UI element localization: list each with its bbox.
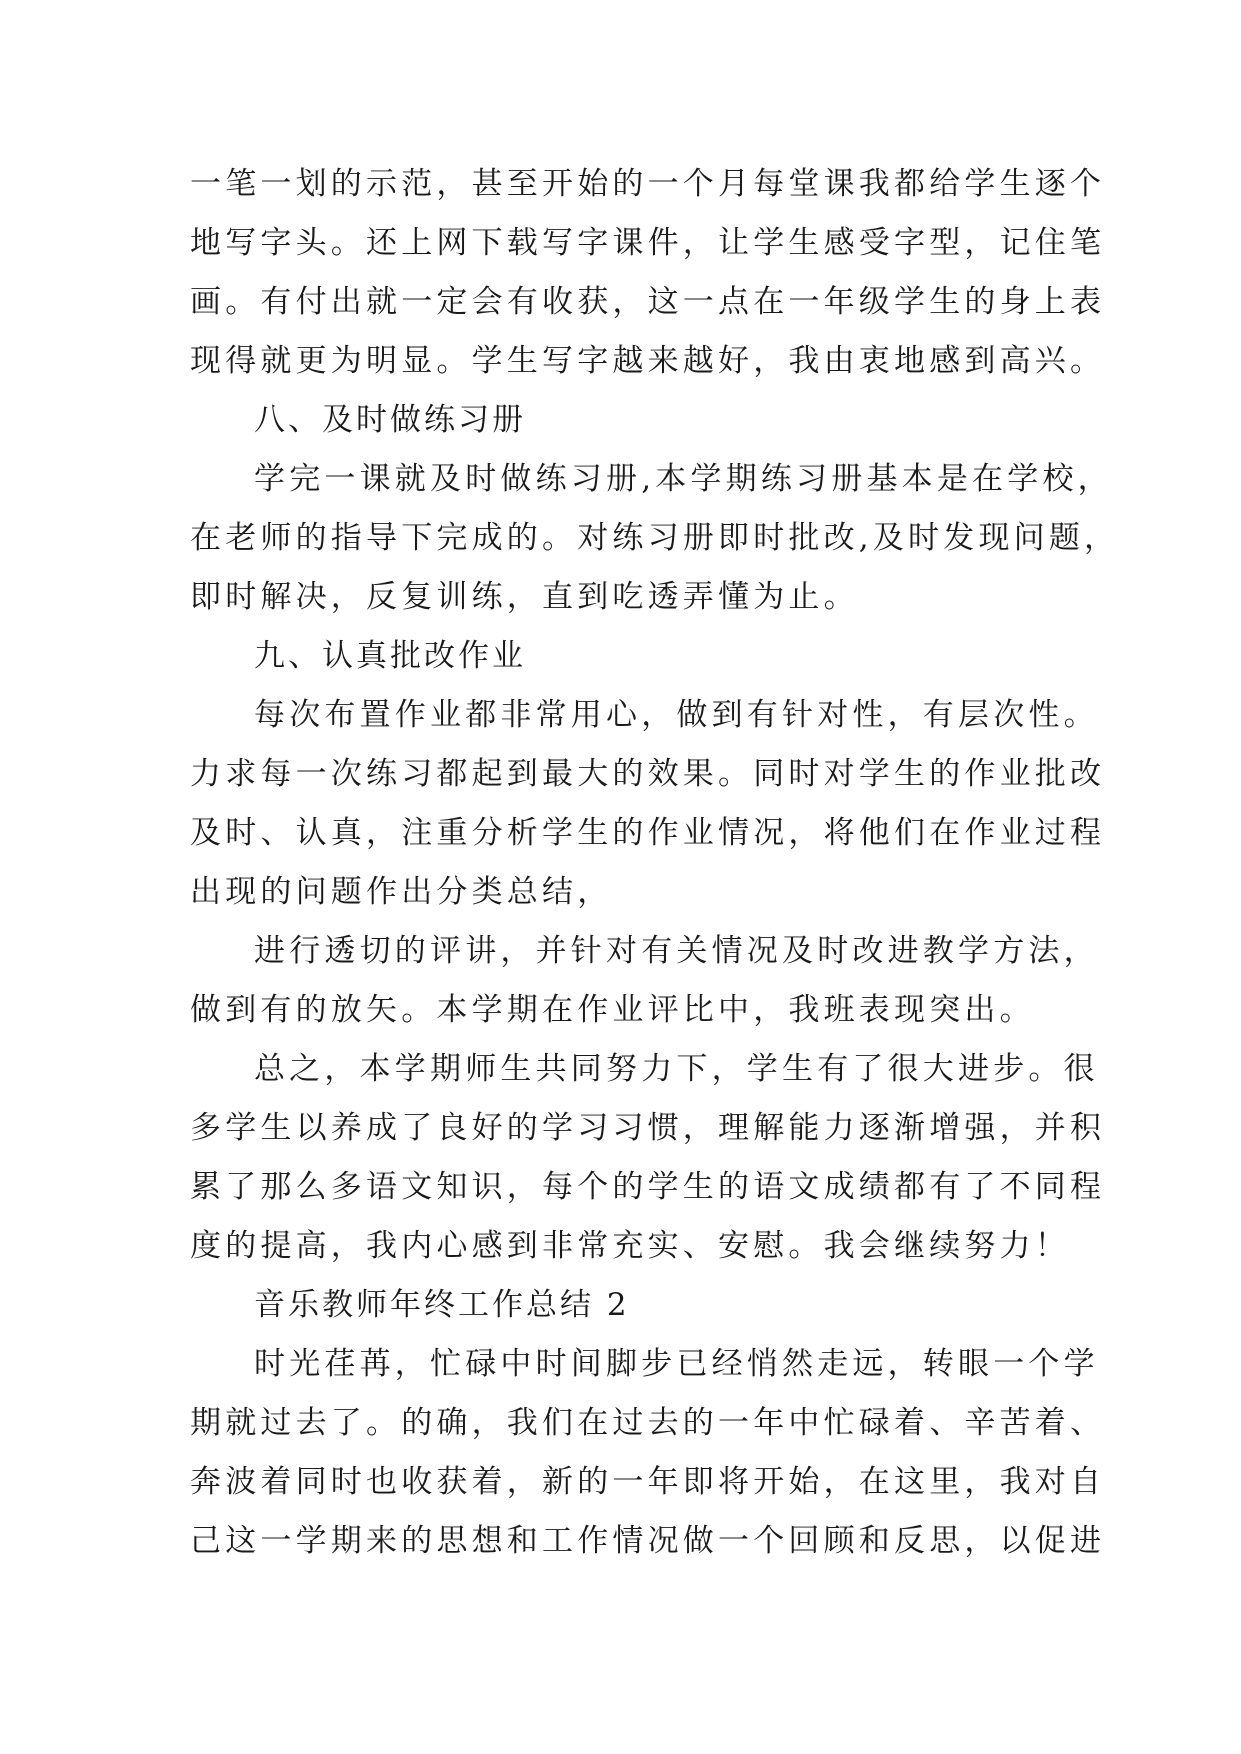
text-line: 做到有的放矢。本学期在作业评比中，我班表现突出。 (190, 992, 1035, 1028)
text-line: 累了那么多语文知识，每个的学生的语文成绩都有了不同程 (190, 1169, 1106, 1205)
text-line: 己这一学期来的思想和工作情况做一个回顾和反思，以促进 (190, 1523, 1106, 1559)
text-line: 时光荏苒，忙碌中时间脚步已经悄然走远，转眼一个学 (254, 1346, 1099, 1382)
text-line: 一笔一划的示范，甚至开始的一个月每堂课我都给学生逐个 (190, 166, 1106, 202)
text-line: 现得就更为明显。学生写字越来越好，我由衷地感到高兴。 (190, 343, 1106, 379)
text-line: 进行透切的评讲，并针对有关情况及时改进教学方法， (254, 933, 1099, 969)
text-line: 度的提高，我内心感到非常充实、安慰。我会继续努力！ (190, 1228, 1070, 1264)
section-heading: 九、认真批改作业 (254, 638, 526, 674)
text-line: 地写字头。还上网下载写字课件，让学生感受字型，记住笔 (190, 225, 1106, 261)
text-line: 学完一课就及时做练习册,本学期练习册基本是在学校， (254, 461, 1113, 497)
text-line: 出现的问题作出分类总结， (190, 874, 613, 910)
document-body (190, 155, 1120, 1571)
document-page (190, 155, 1120, 1571)
text-line: 即时解决，反复训练，直到吃透弄懂为止。 (190, 579, 859, 615)
text-line: 力求每一次练习都起到最大的效果。同时对学生的作业批改 (190, 756, 1106, 792)
section-heading: 音乐教师年终工作总结 2 (254, 1287, 630, 1323)
text-line: 奔波着同时也收获着，新的一年即将开始，在这里，我对自 (190, 1464, 1106, 1500)
section-heading: 八、及时做练习册 (254, 402, 526, 438)
text-line: 期就过去了。的确，我们在过去的一年中忙碌着、辛苦着、 (190, 1405, 1106, 1441)
text-line: 每次布置作业都非常用心，做到有针对性，有层次性。 (254, 697, 1099, 733)
text-line: 多学生以养成了良好的学习习惯，理解能力逐渐增强，并积 (190, 1110, 1106, 1146)
text-line: 及时、认真，注重分析学生的作业情况，将他们在作业过程 (190, 815, 1106, 851)
text-line: 总之，本学期师生共同努力下，学生有了很大进步。很 (254, 1051, 1099, 1087)
text-line: 在老师的指导下完成的。对练习册即时批改,及时发现问题， (190, 520, 1120, 556)
text-line: 画。有付出就一定会有收获，这一点在一年级学生的身上表 (190, 284, 1106, 320)
